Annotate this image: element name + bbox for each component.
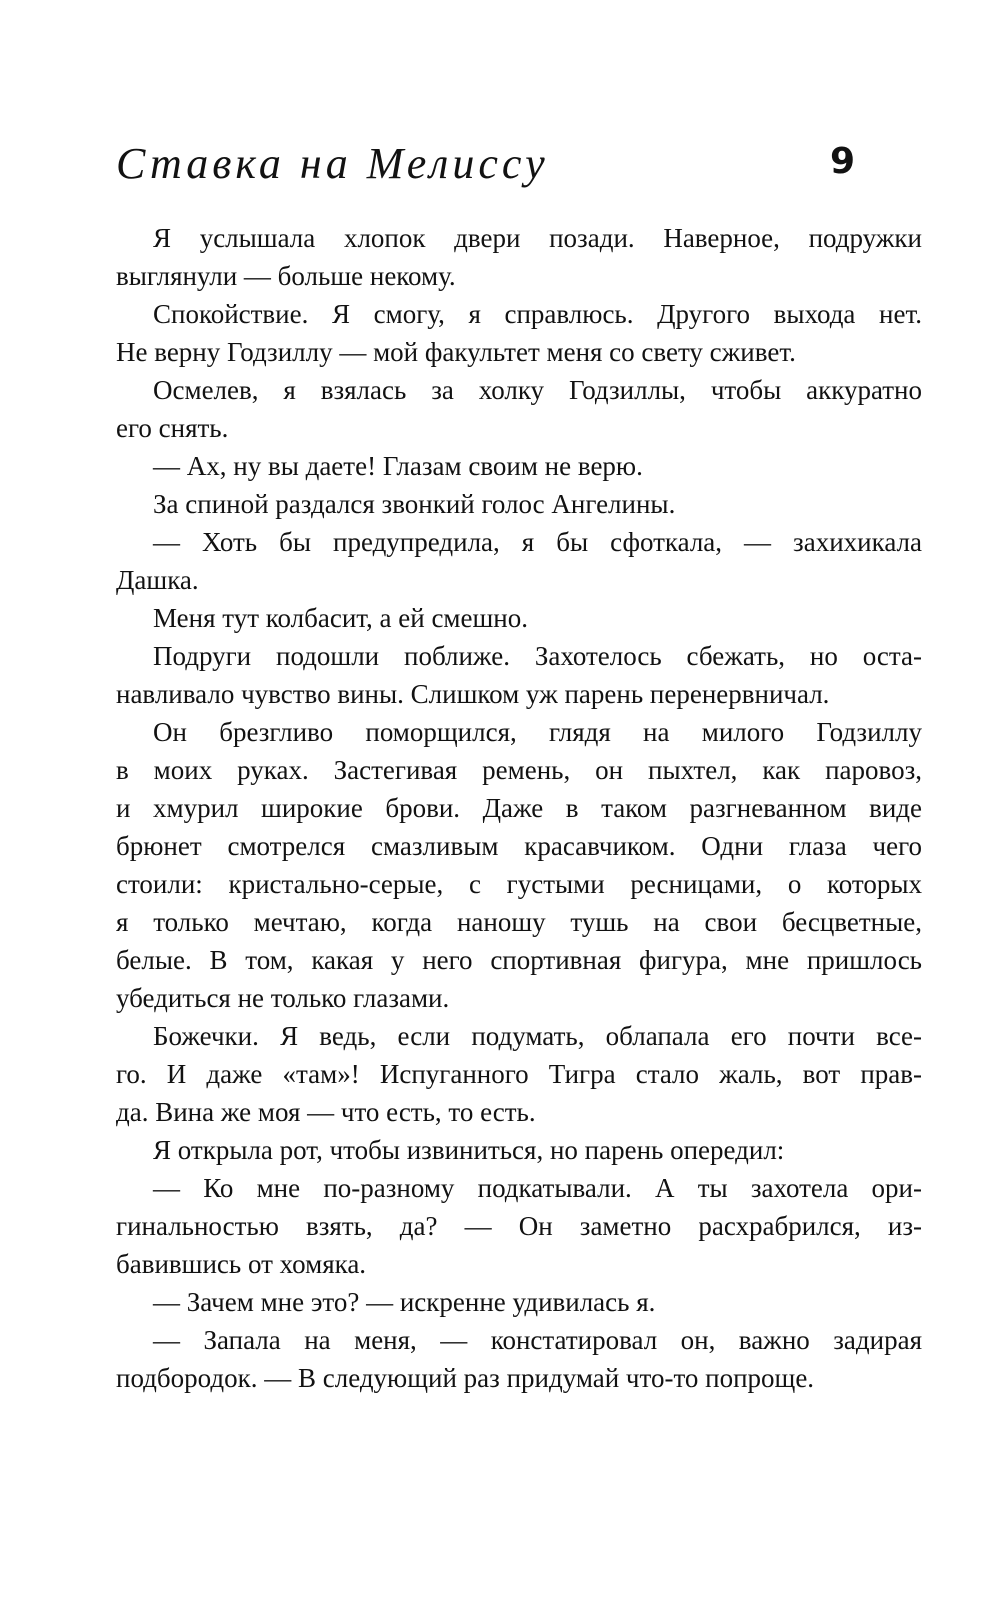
text-line: Дашка. — [116, 565, 199, 595]
text-line: Подруги подошли поближе. Захотелось сбежать, но оста- — [153, 641, 922, 671]
paragraph — [116, 1169, 922, 1283]
text-line: навливало чувство вины. Слишком уж парень перенервничал. — [116, 679, 830, 709]
text-line: подбородок. — В следующий раз придумай что-то попроще. — [116, 1363, 815, 1393]
paragraph — [116, 523, 922, 599]
text-line: я только мечтаю, когда наношу тушь на свои бесцветные, — [116, 907, 922, 937]
paragraph — [116, 637, 922, 713]
text-line: Он брезгливо поморщился, глядя на милого Годзиллу — [153, 717, 922, 747]
paragraph — [116, 485, 922, 523]
text-line: — Ах, ну вы даете! Глазам своим не верю. — [153, 451, 643, 481]
text-line: белые. В том, какая у него спортивная фигура, мне пришлось — [116, 945, 922, 975]
text-line: Я открыла рот, чтобы извиниться, но парень опередил: — [153, 1135, 785, 1165]
text-line: брюнет смотрелся смазливым красавчиком. Одни глаза чего — [116, 831, 922, 861]
body-text — [116, 219, 922, 1397]
paragraph — [116, 1131, 922, 1169]
text-line: — Ко мне по-разному подкатывали. А ты захотела ори- — [153, 1173, 922, 1203]
text-line: — Зачем мне это? — искренне удивилась я. — [153, 1287, 656, 1317]
text-line: да. Вина же моя — что есть, то есть. — [116, 1097, 536, 1127]
text-line: Спокойствие. Я смогу, я справлюсь. Другого выхода нет. — [153, 299, 922, 329]
text-line: его снять. — [116, 413, 229, 443]
running-head-title: Ставка на Мелиссу — [116, 139, 549, 188]
text-line: Я услышала хлопок двери позади. Наверное, подружки — [153, 223, 922, 253]
text-line: убедиться не только глазами. — [116, 983, 450, 1013]
text-line: гинальностью взять, да? — Он заметно расхрабрился, из- — [116, 1211, 922, 1241]
paragraph — [116, 447, 922, 485]
paragraph — [116, 713, 922, 1017]
text-line: Божечки. Я ведь, если подумать, облапала его почти все- — [153, 1021, 922, 1051]
paragraph — [116, 1321, 922, 1397]
text-line: стоили: кристально-серые, с густыми ресницами, о которых — [116, 869, 922, 899]
text-line: го. И даже «там»! Испуганного Тигра стало жаль, вот прав- — [116, 1059, 922, 1089]
paragraph — [116, 371, 922, 447]
text-line: в моих руках. Застегивая ремень, он пыхтел, как паровоз, — [116, 755, 922, 785]
paragraph — [116, 1017, 922, 1131]
text-line: и хмурил широкие брови. Даже в таком разгневанном виде — [116, 793, 922, 823]
text-line: За спиной раздался звонкий голос Ангелины. — [153, 489, 676, 519]
paragraph — [116, 219, 922, 295]
page-number: 9 — [830, 141, 856, 182]
text-line: бавившись от хомяка. — [116, 1249, 367, 1279]
paragraph — [116, 599, 922, 637]
paragraph — [116, 295, 922, 371]
text-line: Осмелев, я взялась за холку Годзиллы, чтобы аккуратно — [153, 375, 922, 405]
text-line: Меня тут колбасит, а ей смешно. — [153, 603, 528, 633]
paragraph — [116, 1283, 922, 1321]
text-line: выглянули — больше некому. — [116, 261, 456, 291]
text-line: Не верну Годзиллу — мой факультет меня со свету сживет. — [116, 337, 796, 367]
text-line: — Хоть бы предупредила, я бы сфоткала, — захихикала — [153, 527, 922, 557]
text-line: — Запала на меня, — констатировал он, важно задирая — [153, 1325, 922, 1355]
page-header — [116, 138, 922, 220]
